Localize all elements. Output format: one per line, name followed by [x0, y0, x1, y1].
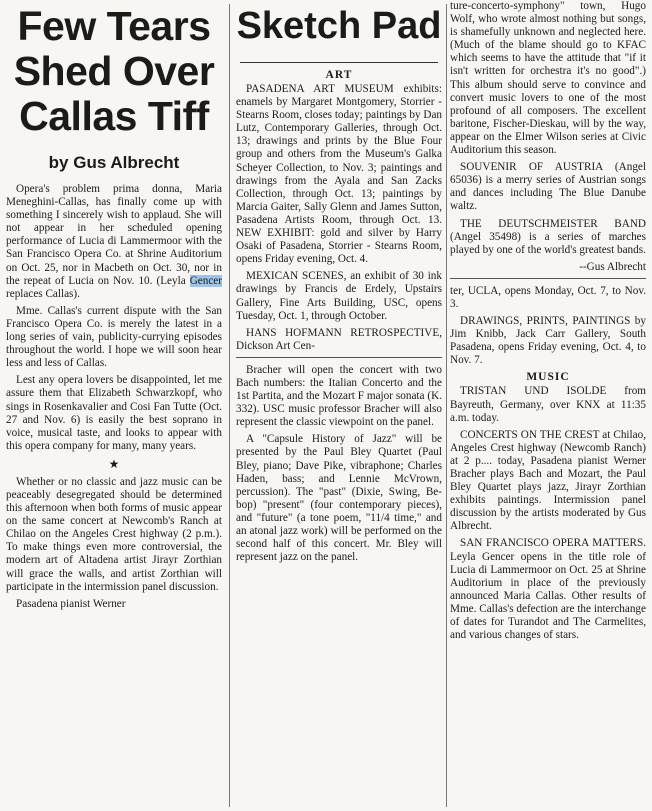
- paragraph: MEXICAN SCENES, an exhibit of 30 ink drawings by Francis de Erdely, Upstairs Gallery, Fine Arts Building, USC, opens Tuesday, Oct. 1, through October.: [236, 270, 442, 322]
- paragraph: THE DEUTSCHMEISTER BAND (Angel 35498) is a series of marches played by one of the world's greatest bands.: [450, 217, 646, 256]
- paragraph: HANS HOFMANN RETROSPECTIVE, Dickson Art Cen-: [236, 326, 442, 352]
- section-divider: [236, 357, 442, 358]
- column-continued: [450, 0, 646, 646]
- paragraph: SAN FRANCISCO OPERA MATTERS. Leyla Gencer opens in the title role of Lucia di Lammermoor on Oct. 25 at Shrine Auditorium in place of the previously announced Maria Callas. Other results of Mme. Callas's defection are the interchange of dates for Turandot and The Carmelites, and various changes of stars.: [450, 537, 646, 642]
- paragraph: [6, 183, 222, 301]
- section-heading-art: ART: [325, 69, 353, 81]
- column-divider-2: [446, 4, 447, 807]
- headline-line-3: Callas Tiff: [19, 93, 209, 139]
- paragraph: Mme. Callas's current dispute with the San Francisco Opera Co. is merely the latest in a long series of vain, publicity-currying episodes throughout the world. I hope we will soon hear less and less of Callas.: [6, 304, 222, 370]
- star-separator-icon: ★: [108, 456, 120, 471]
- highlighted-word[interactable]: Gencer: [189, 274, 222, 287]
- byline: by Gus Albrecht: [48, 153, 180, 172]
- paragraph: ture-concerto-symphony" town, Hugo Wolf, who wrote almost nothing but songs, is shamefully unknown and neglected here. (Much of the blame should go to KFAC which seems to have the attitude that "if it isn't written for orchestra it's no good".) This album should serve to convince and convert music lovers to one of the most profound of all composers. The excellent baritone, Fischer-Dieskau, will by the way, appear on the Elmer Wilson series at Civic Auditorium this season.: [450, 0, 646, 157]
- paragraph: Pasadena pianist Werner: [16, 597, 126, 610]
- headline-line-1: Few Tears: [17, 3, 211, 49]
- paragraph: DRAWINGS, PRINTS, PAINTINGS by Jim Knibb, Jack Carr Gallery, South Pasadena, opens Friday evening, Oct. 4, to Nov. 7.: [450, 315, 646, 367]
- signature: --Gus Albrecht: [579, 260, 646, 273]
- paragraph: Lest any opera lovers be disappointed, let me assure them that Elizabeth Schwarzkopf, who sings in Rosenkavalier and Cosi Fan Tutte (Oct. 27 and Nov. 6) is easily the best soprano in voice, musical taste, and looks to appear with this opera company for many, many years.: [6, 374, 222, 452]
- article-headline: [6, 4, 222, 139]
- section-divider: [450, 278, 646, 279]
- headline-line-2: Shed Over: [13, 48, 215, 94]
- paragraph-text: Opera's problem prima donna, Maria Meneghini-Callas, has finally come up with something I sincerely wish to applaud. She will not appear in her scheduled opening performance of Lucia di Lammermoor with the San Francisco Opera Co. at Shrine Auditorium on Oct. 25, nor in Macbeth on Oct. 30, nor in the repeat of Lucia on Nov. 10. (Leyla: [6, 183, 222, 287]
- paragraph: A "Capsule History of Jazz" will be presented by the Paul Bley Quartet (Paul Bley, piano; Dave Pike, vibraphone; Charles Haden, bass; and Lennie McVrown, percussion). The "past" (Dixie, Swing, Be-bop) "present" (four contemporary pieces), and "future" (a tone poem, "11/4 time," and an atonal jazz work) will be performed on the second half of this concert. Mr. Bley will represent jazz on the panel.: [236, 433, 442, 564]
- column-divider-1: [229, 4, 230, 807]
- paragraph: Bracher will open the concert with two Bach numbers: the Italian Concerto and the 1st Partita, and the Mozart F major sonata (K. 332). USC music professor Bracher will also represent the classic viewpoint on the panel.: [236, 363, 442, 429]
- paragraph-text: replaces Callas).: [6, 287, 80, 300]
- paragraph: CONCERTS ON THE CREST at Chilao, Angeles Crest highway (Newcomb Ranch) at 2 p.... today, Pasadena pianist Werner Bracher plays Bach and Mozart, the Paul Bley Quartet plays jazz, Jirayr Zorthian exhibits paintings. Intermission panel discussion by the artists moderated by Gus Albrecht.: [450, 428, 646, 533]
- column-sketch-pad: [236, 0, 442, 568]
- paragraph: PASADENA ART MUSEUM exhibits: enamels by Margaret Montgomery, Storrier - Stearns Room, closes today; paintings by Dan Lutz, Contemporary Galleries, through Oct. 13; drawings and prints by the Blue Four group and others from the Museum's Galka Scheyer Collection, to Nov. 3; paintings and drawings from the Ayala and San Zacks Collection, through Oct. 13; paintings by Marcia Gaiter, Sally Glenn and James Sutton, Pasadena Artists Room, through Oct. 13. NEW EXHIBIT: gold and silver by Harry Osaki of Pasadena, Storrier - Stearns Room, opens Friday evening, Oct. 4.: [236, 83, 443, 266]
- sketch-pad-headline: Sketch Pad: [236, 5, 442, 47]
- column-callas-article: [6, 0, 222, 615]
- section-heading-music: MUSIC: [526, 371, 570, 384]
- headline-rule: [240, 62, 438, 63]
- paragraph: Whether or no classic and jazz music can be peaceably desegregated should be determined this afternoon when both forms of music appear on the same concert at Newcomb's Ranch at Chilao on the Angeles Crest highway (2 p.m.). To make things even more controversial, the modern art of Altadena artist Jirayr Zorthian will grace the walls, and artist Zorthian will participate in the intermission panel discussion.: [6, 475, 222, 593]
- paragraph: TRISTAN UND ISOLDE from Bayreuth, Germany, over KNX at 11:35 a.m. today.: [450, 385, 646, 424]
- paragraph: SOUVENIR OF AUSTRIA (Angel 65036) is a merry series of Austrian songs and dances including The Blue Danube waltz.: [450, 161, 646, 213]
- paragraph: ter, UCLA, opens Monday, Oct. 7, to Nov. 3.: [450, 284, 646, 310]
